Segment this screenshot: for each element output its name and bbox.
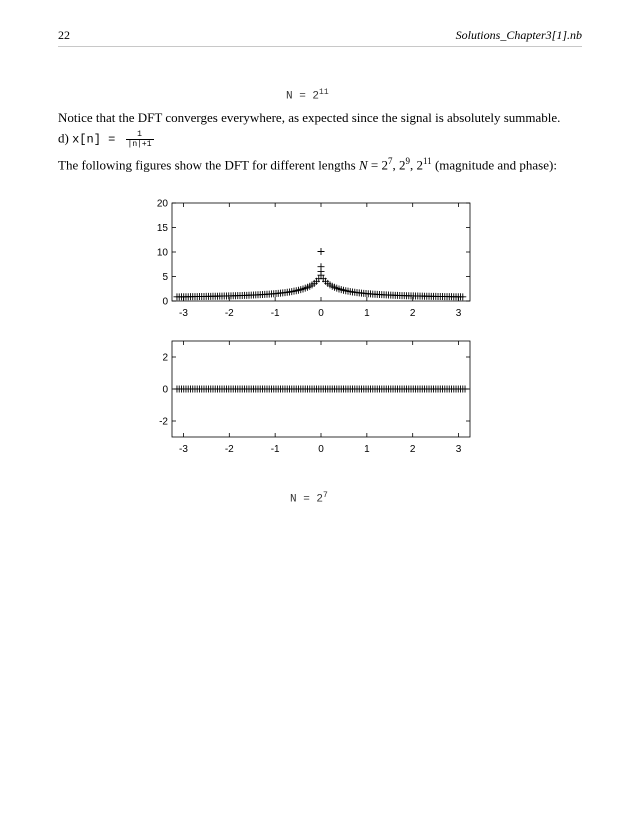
x-tick-label: -3: [179, 308, 188, 319]
x-tick-label: 3: [455, 308, 462, 319]
y-tick-label: 2: [162, 352, 168, 364]
page-number: 22: [58, 28, 70, 42]
y-tick-label: 20: [156, 198, 168, 210]
x-tick-label: -2: [224, 308, 234, 319]
y-tick-label: 0: [162, 384, 168, 396]
y-tick-label: 15: [156, 223, 168, 234]
header-filename: Solutions_Chapter3[1].nb: [455, 28, 582, 42]
x-tick-label: -3: [179, 444, 188, 455]
fraction: $\frac{1}{|n|+1}$: [127, 130, 152, 149]
bottom-caption: $N = 2^7$: [290, 491, 328, 506]
y-tick-label: 5: [162, 272, 168, 283]
x-tick-label: 0: [318, 308, 324, 319]
y-tick-label: -2: [159, 416, 168, 428]
part-d-definition: d) x[n] = $\frac{1}{|n|+1}$: [58, 130, 152, 149]
x-tick-label: 3: [455, 444, 462, 455]
x-tick-label: 1: [364, 308, 370, 319]
x-tick-label: 2: [409, 308, 416, 319]
x-tick-label: -1: [270, 308, 280, 319]
x-tick-label: -2: [224, 444, 234, 455]
x-tick-label: 1: [364, 444, 370, 455]
paragraph-convergence: Notice that the DFT converges everywhere, as expected since the signal is absolutely summable.: [58, 110, 561, 125]
data-point: [318, 268, 325, 275]
x-tick-label: 2: [409, 444, 416, 455]
x-tick-label: -1: [270, 444, 280, 455]
data-point-peak: [318, 248, 325, 255]
y-tick-label: 0: [162, 296, 168, 308]
top-caption: $N = 2^{11}$: [286, 88, 329, 103]
y-tick-label: 10: [156, 247, 168, 259]
paragraph-dft-lengths: The following figures show the DFT for different lengths $N = 2^7$, $2^9$, $2^{11}$ (magnitude and phase):: [58, 156, 557, 173]
x-tick-label: 0: [318, 444, 324, 455]
